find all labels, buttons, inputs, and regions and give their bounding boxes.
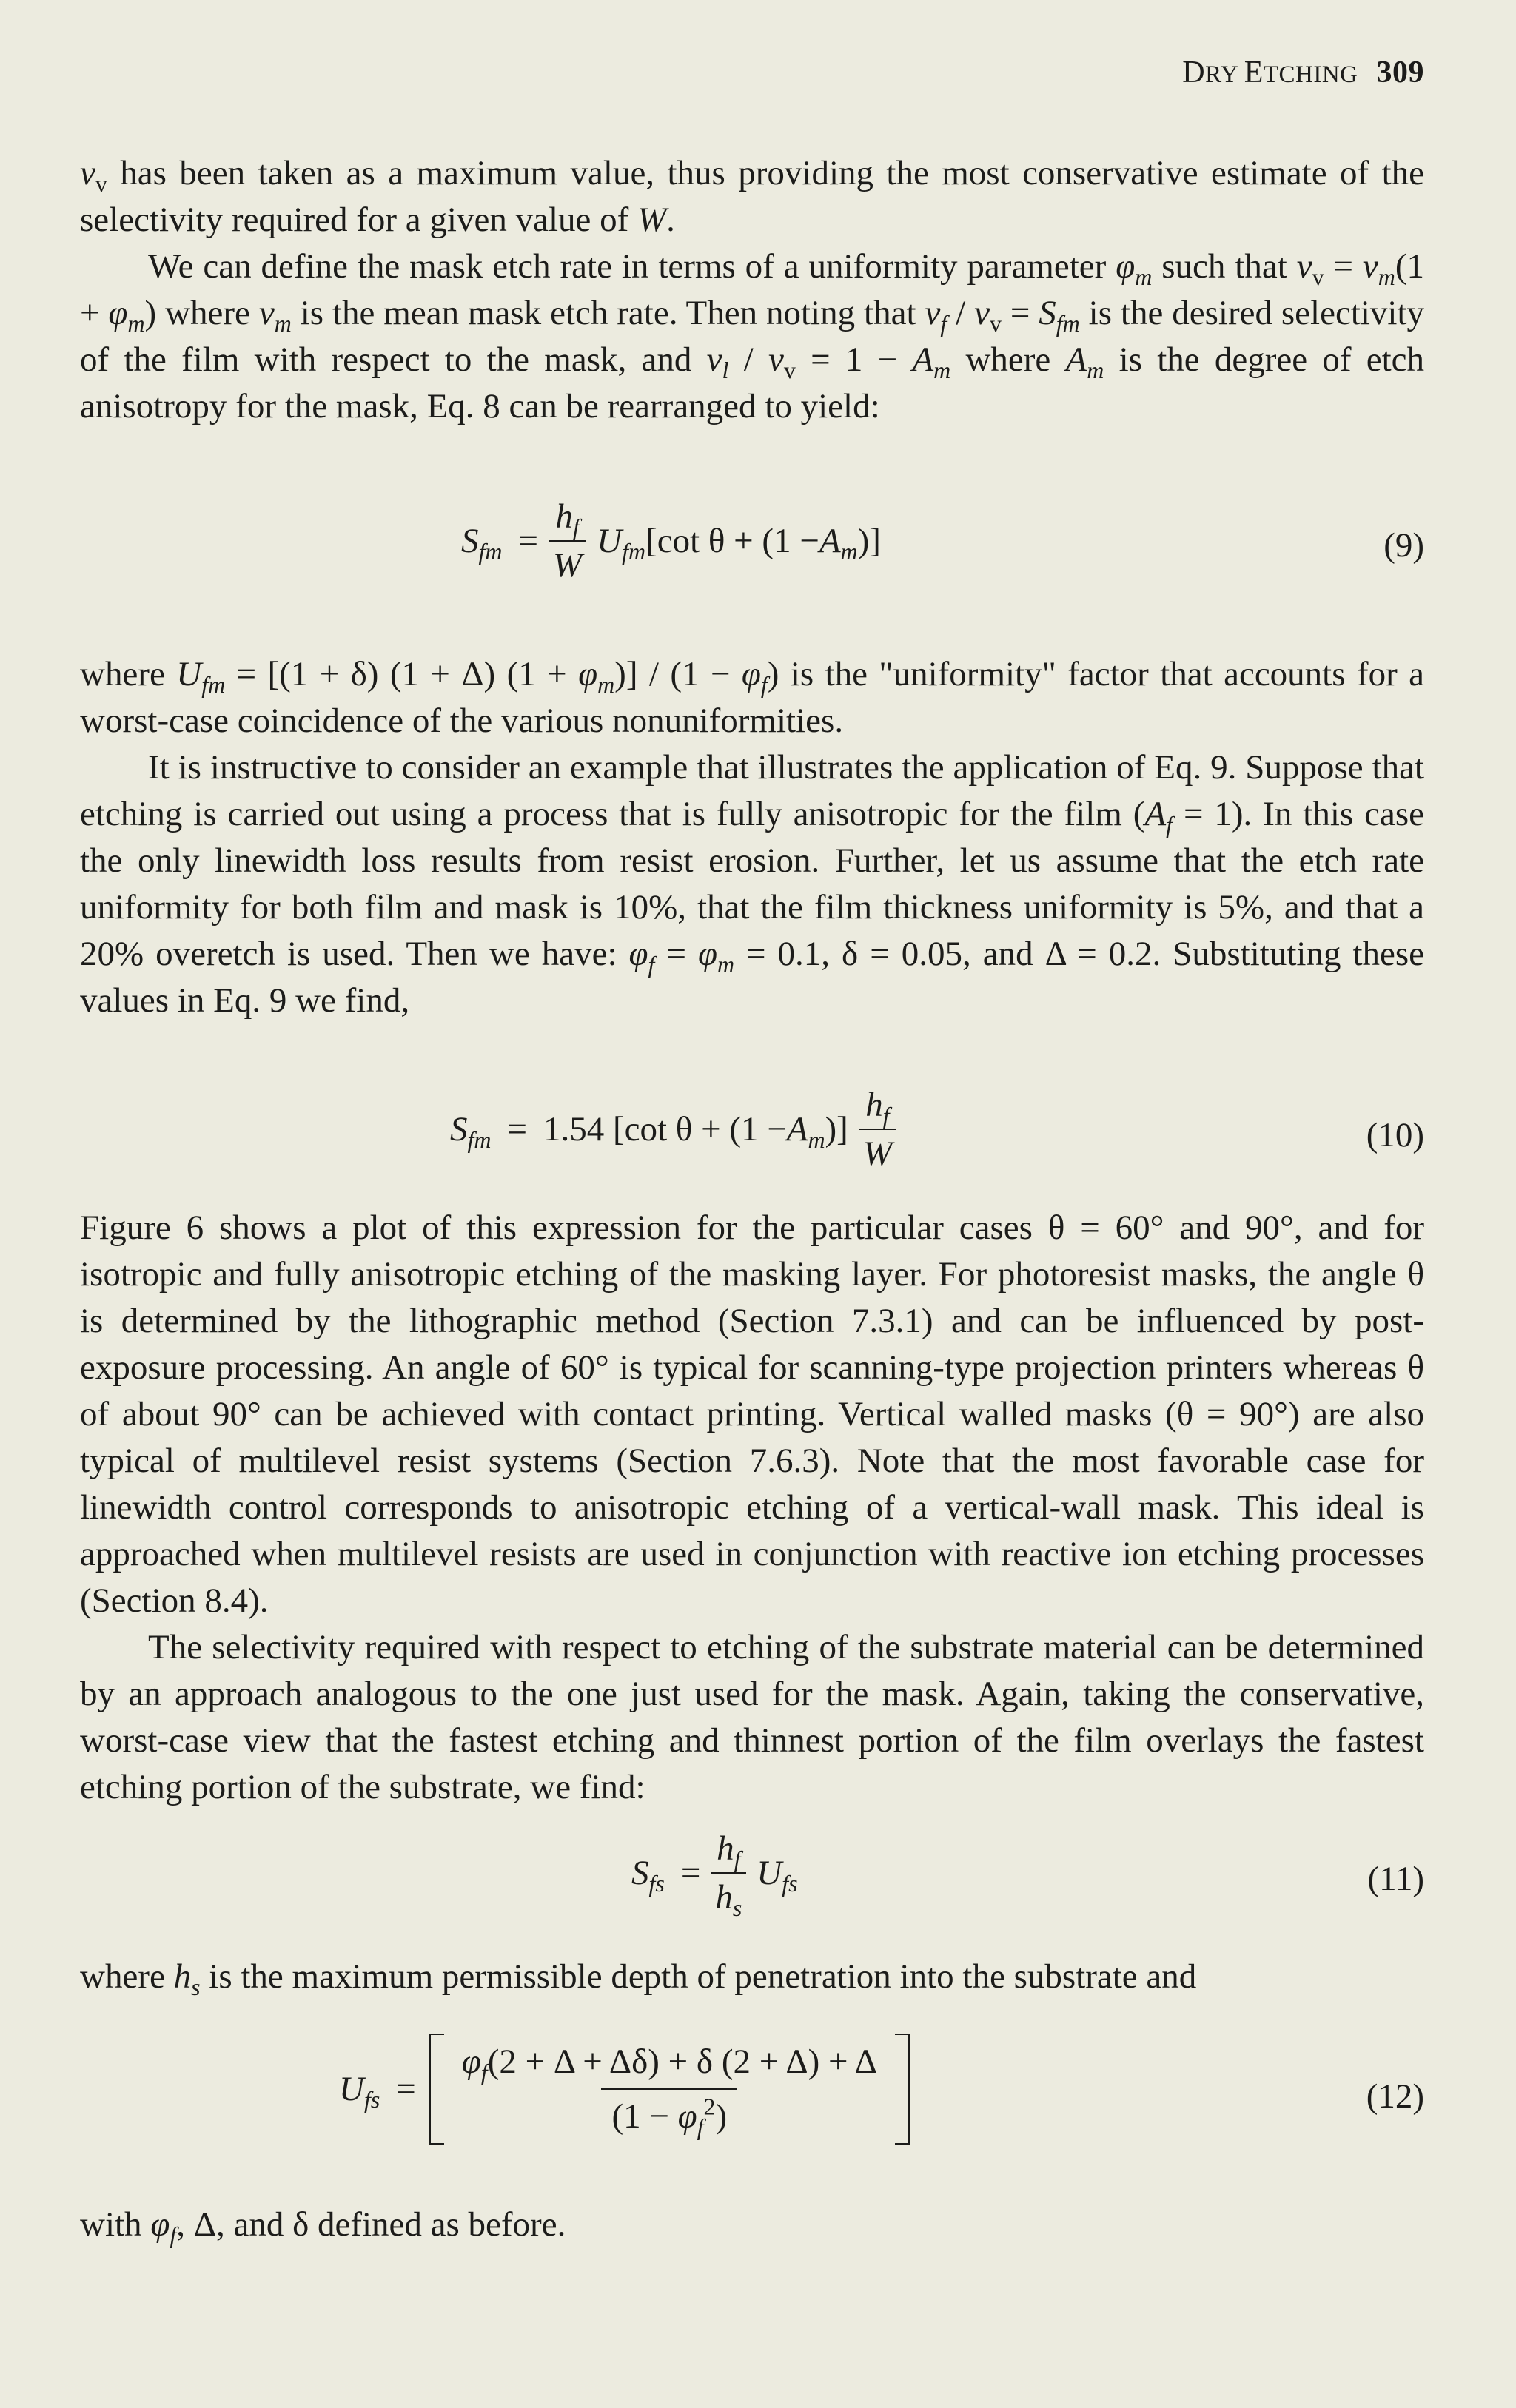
equation-11: $S_{fs}$ = $\frac{h_f}{h_s}$ $U_{fs}$ (11) <box>631 1829 1424 1922</box>
paragraph-closing: with $\varphi_f$, Δ, and δ defined as before. <box>80 2205 566 2249</box>
text-block-3 <box>80 1205 1424 1811</box>
section-title: DRY ETCHING <box>1182 56 1358 90</box>
equation-9: $S_{fm}$ = $\frac{h_f}{W}$ $U_{fm}$ [cot θ + (1 − $A_m$ )] (9) <box>461 497 1424 585</box>
paragraph-example: It is instructive to consider an example that illustrates the application of Eq. 9. Suppose that etching is carried out using a process that is fully anisotropic for the film $(A_f = 1)$. In this case the only linewidth loss results from resist erosion. Further, let us assume that the etch rate uniformity for both film and mask is 10%, that the film thickness uniformity is 5%, and that a 20% overetch is used. Then we have: $\varphi_f = \varphi_m = 0.1$, δ = 0.05, and Δ = 0.2. Substituting these values in Eq. 9 we find, <box>80 748 1425 1020</box>
paragraph-uniformity-factor: where $U_{fm} = [(1 + \delta) (1 + \Delta) (1 + \varphi_m)] / (1 - \varphi_f)$ is the "uniformity" factor that accounts for a worst-case coincidence of the various nonuniformities. <box>80 655 1425 740</box>
equation-10: $S_{fm}$ = 1.54 [cot θ + (1 − $A_m$ )] $\frac{h_f}{W}$ (10) <box>450 1086 1424 1173</box>
equation-number: (11) <box>1367 1860 1424 1898</box>
paragraph-figure-6: Figure 6 shows a plot of this expression for the particular cases θ = 60° and 90°, and for isotropic and fully anisotropic etching of the masking layer. For photoresist masks, the angle θ is determined by the lithographic method (Section 7.3.1) and can be influenced by post-exposure processing. An angle of 60° is typical for scanning-type projection printers whereas θ of about 90° can be achieved with contact printing. Vertical walled masks (θ = 90°) are also typical of multilevel resist systems (Section 7.6.3). Note that the most favorable case for linewidth control corresponds to anisotropic etching of a vertical-wall mask. This ideal is approached when multilevel resists are used in conjunction with reactive ion etching processes (Section 8.4). <box>80 1208 1424 1620</box>
text-block-5 <box>80 2202 1424 2248</box>
coefficient: 1.54 <box>543 1110 605 1148</box>
page-number: 309 <box>1376 56 1424 90</box>
equation-number: (12) <box>1366 2077 1424 2116</box>
equation-12: $U_{fs}$ = $\frac{\varphi_f(2 + \Delta + \Delta\delta) + \delta (2 + \Delta) + \Delta}{(1 - \varphi_f^2)}$ (12) <box>80 2034 1424 2159</box>
paragraph-substrate-selectivity: The selectivity required with respect to etching of the substrate material can be determined by an approach analogous to the one just used for the mask. Again, taking the conservative, worst-case view that the fastest etching and thinnest portion of the film overlays the fastest etching portion of the substrate, we find: <box>80 1628 1424 1806</box>
paragraph-mask-etch-rate: We can define the mask etch rate in terms of a uniformity parameter $\varphi_m$ such that $v_v = v_m(1 + \varphi_m)$ where $v_m$ is the mean mask etch rate. Then noting that $v_f / v_v = S_{fm}$ is the desired selectivity of the film with respect to the mask, and $v_l / v_v = 1 - A_m$ where $A_m$ is the degree of etch anisotropy for the mask, Eq. 8 can be rearranged to yield: <box>80 247 1425 426</box>
text-block-2 <box>80 651 1424 1024</box>
equation-number: (10) <box>1366 1116 1424 1154</box>
text-block-4 <box>80 1954 1424 2000</box>
equation-number: (9) <box>1383 526 1424 565</box>
text-block-1 <box>80 150 1424 430</box>
paragraph-penetration-depth: where $h_s$ is the maximum permissible depth of penetration into the substrate and <box>80 1957 1197 2001</box>
running-head <box>1182 55 1424 90</box>
paragraph-continuation: $v_v$ has been taken as a maximum value, thus providing the most conservative estimate of the selectivity required for a given value of W. <box>80 154 1424 239</box>
